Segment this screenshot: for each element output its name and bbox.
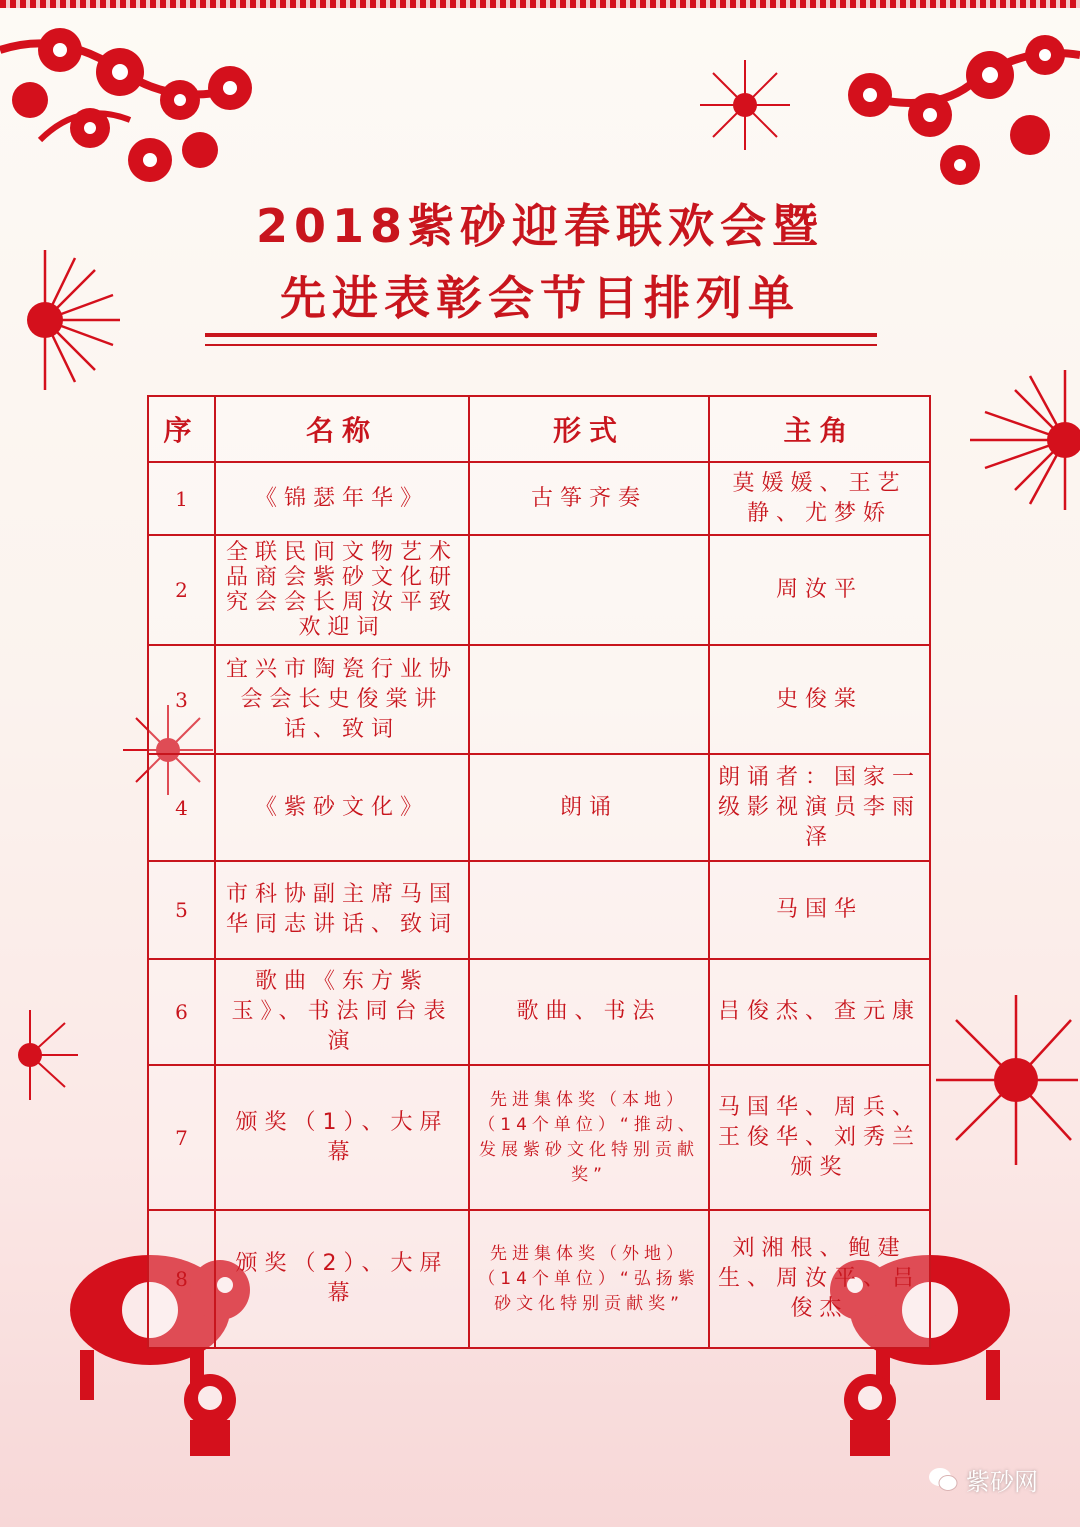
row-form: 朗诵 xyxy=(469,754,709,861)
plum-blossom-decoration-left xyxy=(0,10,270,200)
row-lead: 马国华、周兵、王俊华、刘秀兰颁奖 xyxy=(709,1065,930,1210)
row-lead: 史俊棠 xyxy=(709,645,930,754)
column-header-form: 形式 xyxy=(469,396,709,462)
row-name: 市科协副主席马国华同志讲话、致词 xyxy=(215,861,469,959)
row-form xyxy=(469,645,709,754)
firework-decoration xyxy=(695,55,795,155)
row-lead: 刘湘根、鲍建生、周汝平、吕俊杰 xyxy=(709,1210,930,1348)
row-form: 歌曲、书法 xyxy=(469,959,709,1065)
column-header-name: 名称 xyxy=(215,396,469,462)
row-form: 古筝齐奏 xyxy=(469,462,709,535)
program-table xyxy=(147,395,931,1349)
row-form: 先进集体奖（外地）（14个单位）“弘扬紫砂文化特别贡献奖” xyxy=(469,1210,709,1348)
row-name: 颁奖（1）、大屏幕 xyxy=(215,1065,469,1210)
row-form: 先进集体奖（本地）（14个单位）“推动、发展紫砂文化特别贡献奖” xyxy=(469,1065,709,1210)
row-seq: 4 xyxy=(148,754,215,861)
row-name: 《锦瑟年华》 xyxy=(215,462,469,535)
row-name: 歌曲《东方紫玉》、书法同台表演 xyxy=(215,959,469,1065)
page-title-line2: 先进表彰会节目排列单 xyxy=(280,271,800,325)
table-row xyxy=(148,959,930,1065)
row-form xyxy=(469,861,709,959)
row-seq: 7 xyxy=(148,1065,215,1210)
title-divider-thin xyxy=(205,344,877,346)
table-row xyxy=(148,1065,930,1210)
table-row xyxy=(148,861,930,959)
top-border xyxy=(0,0,1080,8)
row-seq: 5 xyxy=(148,861,215,959)
table-row xyxy=(148,645,930,754)
page-title-line1: 2018紫砂迎春联欢会暨 xyxy=(255,199,825,253)
row-seq: 2 xyxy=(148,535,215,645)
column-header-seq: 序 xyxy=(148,396,215,462)
row-name: 全联民间文物艺术品商会紫砂文化研究会会长周汝平致欢迎词 xyxy=(215,535,469,645)
source-watermark xyxy=(928,1462,1038,1497)
table-header-row xyxy=(148,396,930,462)
row-name: 颁奖（2）、大屏幕 xyxy=(215,1210,469,1348)
table-row xyxy=(148,535,930,645)
firework-decoration xyxy=(965,365,1080,515)
row-seq: 6 xyxy=(148,959,215,1065)
table-row xyxy=(148,1210,930,1348)
row-form xyxy=(469,535,709,645)
firework-decoration xyxy=(0,1005,80,1105)
row-seq: 3 xyxy=(148,645,215,754)
row-lead: 马国华 xyxy=(709,861,930,959)
wechat-icon xyxy=(928,1467,958,1493)
row-name: 《紫砂文化》 xyxy=(215,754,469,861)
row-lead: 朗诵者：国家一级影视演员李雨泽 xyxy=(709,754,930,861)
plum-blossom-decoration-right xyxy=(830,15,1080,195)
table-row xyxy=(148,462,930,535)
firework-decoration xyxy=(932,990,1080,1170)
row-lead: 吕俊杰、查元康 xyxy=(709,959,930,1065)
row-lead: 莫媛媛、王艺静、尤梦娇 xyxy=(709,462,930,535)
row-seq: 1 xyxy=(148,462,215,535)
row-name: 宜兴市陶瓷行业协会会长史俊棠讲话、致词 xyxy=(215,645,469,754)
row-lead: 周汝平 xyxy=(709,535,930,645)
title-divider xyxy=(205,333,877,337)
column-header-lead: 主角 xyxy=(709,396,930,462)
table-row xyxy=(148,754,930,861)
row-seq: 8 xyxy=(148,1210,215,1348)
watermark-text: 紫砂网 xyxy=(966,1468,1038,1496)
